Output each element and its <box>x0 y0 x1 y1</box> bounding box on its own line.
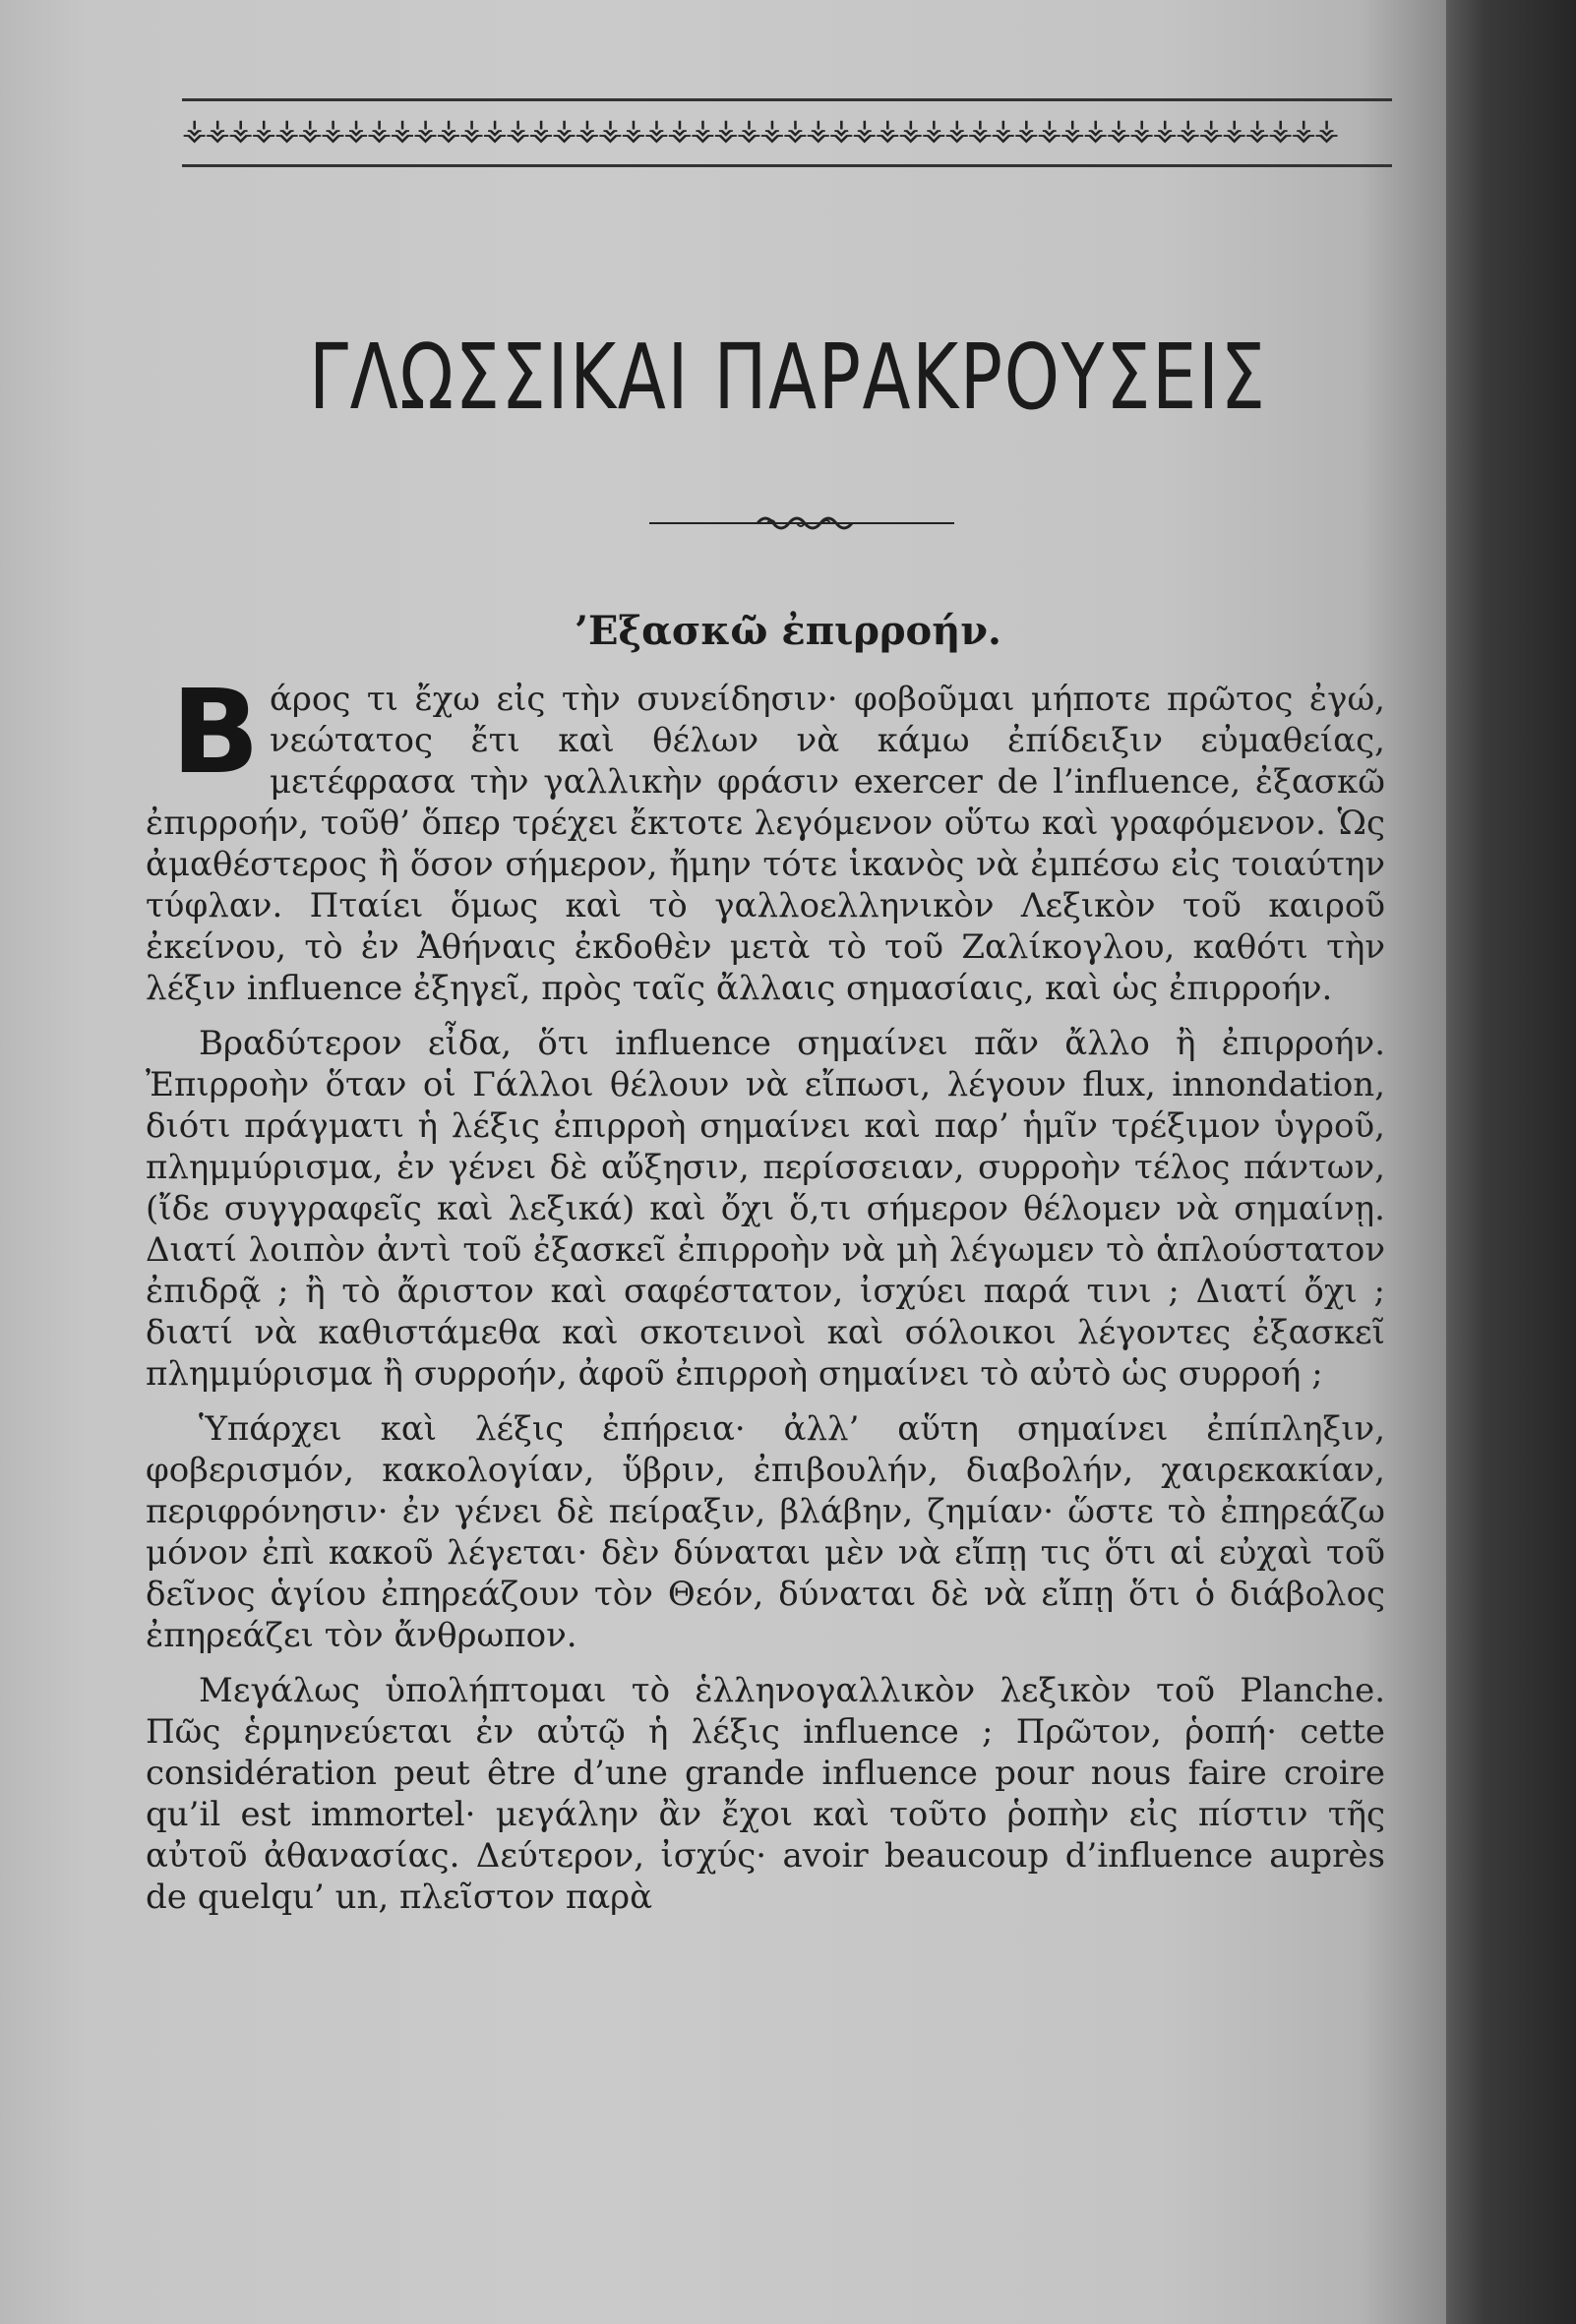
ornamental-header-band: ⚶⚶⚶⚶⚶⚶⚶⚶⚶⚶⚶⚶⚶⚶⚶⚶⚶⚶⚶⚶⚶⚶⚶⚶⚶⚶⚶⚶⚶⚶⚶⚶⚶⚶⚶⚶⚶⚶⚶⚶⚶⚶⚶⚶⚶⚶⚶⚶⚶⚶ <box>182 98 1392 167</box>
paragraph-4: Μεγάλως ὑπολήπτομαι τὸ ἑλληνογαλλικὸν λεξικὸν τοῦ Planche. Πῶς ἑρμηνεύεται ἐν αὐτῷ ἡ λέξις influence ; Πρῶτον, ῥοπή· cette considération peut être d’une grande influence pour nous faire croire qu’il est immortel· μεγάλην ἂν ἔχοι καὶ τοῦτο ῥοπὴν εἰς πίστιν τῆς αὐτοῦ ἀθανασίας. Δεύτερον, ἰσχύς· avoir beaucoup d’influence auprès de quelqu’ un, πλεῖστον παρὰ <box>146 1671 1385 1917</box>
paragraph-1 <box>146 664 1385 1009</box>
paragraph-1-text: άρος τι ἔχω εἰς τὴν συνείδησιν· φοβοῦμαι μήποτε πρῶτος ἐγώ, νεώτατος ἔτι καὶ θέλων νὰ κάμω ἐπίδειξιν εὐμαθείας, μετέφρασα τὴν γαλλικὴν φράσιν exercer de l’influence, ἐξασκῶ ἐπιρροήν, τοῦθ’ ὅπερ τρέχει ἔκτοτε λεγόμενον οὕτω καὶ γραφόμενον. Ὡς ἀμαθέστερος ἢ ὅσον σήμερον, ἤμην τότε ἱκανὸς νὰ ἐμπέσω εἰς τοιαύτην τύφλαν. Πταίει ὅμως καὶ τὸ γαλλοελληνικὸν Λεξικὸν τοῦ καιροῦ ἐκείνου, τὸ ἐν Ἀθήναις ἐκδοθὲν μετὰ τὸ τοῦ Ζαλίκογλου, καθότι τὴν λέξιν influence ἐξηγεῖ, πρὸς ταῖς ἄλλαις σημασίαις, καὶ ὡς ἐπιρροήν. <box>146 680 1385 1008</box>
drop-cap-letter: Β <box>171 664 260 800</box>
section-heading: ’Εξασκῶ ἐπιρροήν. <box>575 608 1001 654</box>
book-gutter-shadow <box>1446 0 1576 2324</box>
article-body <box>146 664 1385 1932</box>
page-title: ΓΛΩΣΣΙΚΑΙ ΠΑΡΑΚΡΟΥΣΕΙΣ <box>309 325 1267 430</box>
paragraph-2: Βραδύτερον εἶδα, ὅτι influence σημαίνει πᾶν ἄλλο ἢ ἐπιρροήν. Ἐπιρροὴν ὅταν οἱ Γάλλοι θέλουν νὰ εἴπωσι, λέγουν flux, innondation, διότι πράγματι ἡ λέξις ἐπιρροὴ σημαίνει καὶ παρ’ ἡμῖν τρέξιμον ὑγροῦ, πλημμύρισμα, ἐν γένει δὲ αὔξησιν, περίσσειαν, συρροὴν τέλος πάντων, (ἴδε συγγραφεῖς καὶ λεξικά) καὶ ὄχι ὅ,τι σήμερον θέλομεν νὰ σημαίνῃ. Διατί λοιπὸν ἀντὶ τοῦ ἐξασκεῖ ἐπιρροὴν νὰ μὴ λέγωμεν τὸ ἁπλούστατον ἐπιδρᾷ ; ἢ τὸ ἄριστον καὶ σαφέστατον, ἰσχύει παρά τινι ; Διατί ὄχι ; διατί νὰ καθιστάμεθα καὶ σκοτεινοὶ καὶ σόλοικοι λέγοντες ἐξασκεῖ πλημμύρισμα ἢ συρροήν, ἀφοῦ ἐπιρροὴ σημαίνει τὸ αὐτὸ ὡς συρροή ; <box>146 1024 1385 1394</box>
paragraph-3: Ὑπάρχει καὶ λέξις ἐπήρεια· ἀλλ’ αὕτη σημαίνει ἐπίπληξιν, φοβερισμόν, κακολογίαν, ὕβριν, ἐπιβουλήν, διαβολήν, χαιρεκακίαν, περιφρόνησιν· ἐν γένει δὲ πείραξιν, βλάβην, ζημίαν· ὥστε τὸ ἐπηρεάζω μόνον ἐπὶ κακοῦ λέγεται· δὲν δύναται μὲν νὰ εἴπῃ τις ὅτι αἱ εὐχαὶ τοῦ δεῖνος ἁγίου ἐπηρεάζουν τὸν Θεόν, δύναται δὲ νὰ εἴπῃ ὅτι ὁ διάβολος ἐπηρεάζει τὸν ἄνθρωπον. <box>146 1409 1385 1655</box>
decorative-rule-icon <box>649 511 954 535</box>
